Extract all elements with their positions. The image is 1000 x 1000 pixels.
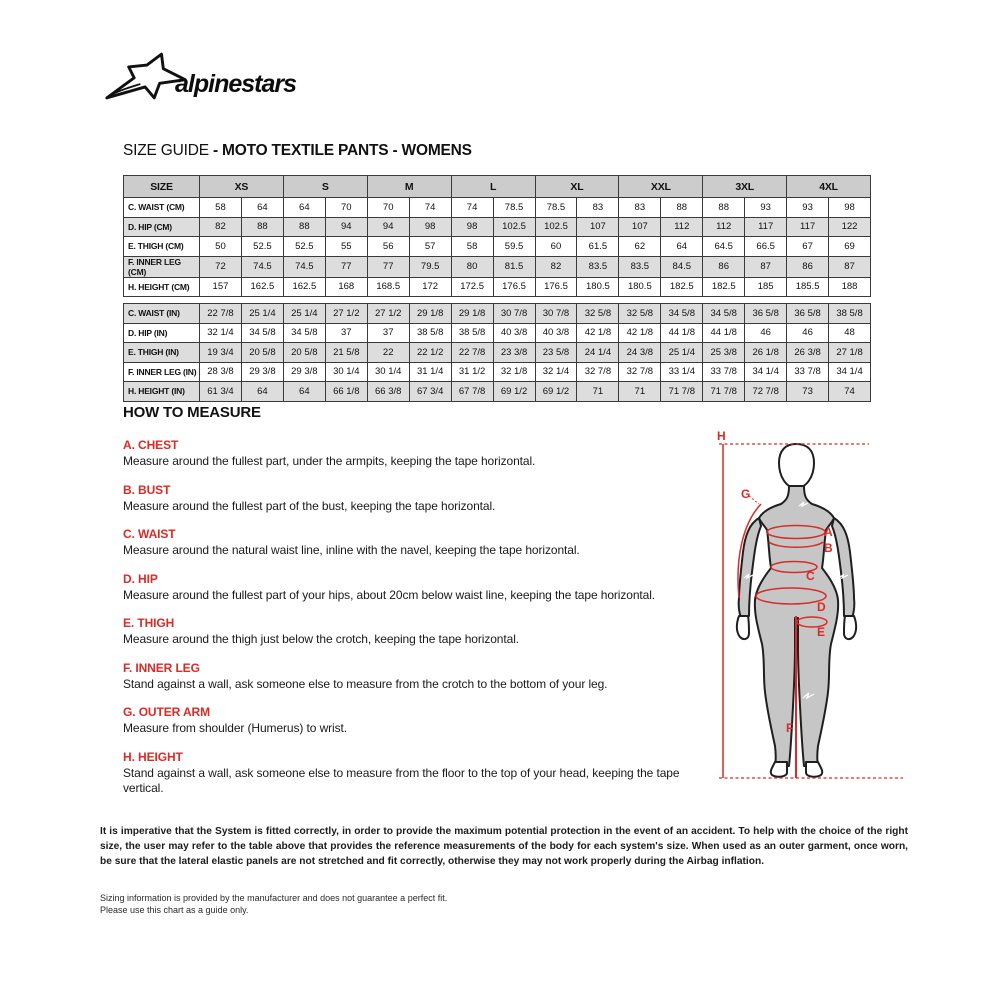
size-value-cell: 64 xyxy=(661,237,703,257)
outer-arm-connector xyxy=(749,496,759,504)
airbag-disclaimer: It is imperative that the System is fitted correctly, in order to provide the maximum potential protection in the event of an accident. To help with the choice of the right size, the user may refer to the table above that provides the reference measurements of the body for each system's size. When used as an outer garment, once worn, be sure that the lateral elastic panels are not stretched and fit correctly, otherwise they may not work properly during the Airbag inflation. xyxy=(100,826,908,867)
size-column-header: S xyxy=(283,176,367,198)
size-corner-header: SIZE xyxy=(124,176,200,198)
size-value-cell: 24 3/8 xyxy=(619,343,661,363)
size-column-header: XS xyxy=(200,176,284,198)
size-value-cell: 60 xyxy=(535,237,577,257)
table-row xyxy=(124,198,871,218)
measure-item-label: A. CHEST xyxy=(123,438,179,452)
size-value-cell: 61.5 xyxy=(577,237,619,257)
size-value-cell: 30 7/8 xyxy=(535,304,577,324)
size-value-cell: 42 1/8 xyxy=(619,323,661,343)
size-value-cell: 74 xyxy=(829,382,871,402)
size-value-cell: 64 xyxy=(283,198,325,218)
size-value-cell: 29 3/8 xyxy=(241,362,283,382)
unit-separator-row xyxy=(124,297,871,304)
sizing-footnote-line1: Sizing information is provided by the manufacturer and does not guarantee a perfect fit. xyxy=(100,893,448,903)
size-table-container xyxy=(123,175,871,402)
size-value-cell: 86 xyxy=(703,256,745,277)
size-value-cell: 87 xyxy=(745,256,787,277)
size-value-cell: 26 1/8 xyxy=(745,343,787,363)
size-value-cell: 74 xyxy=(409,198,451,218)
size-value-cell: 34 5/8 xyxy=(661,304,703,324)
size-value-cell: 30 7/8 xyxy=(493,304,535,324)
size-value-cell: 40 3/8 xyxy=(493,323,535,343)
size-value-cell: 117 xyxy=(787,217,829,237)
size-value-cell: 83 xyxy=(619,198,661,218)
size-value-cell: 64 xyxy=(241,198,283,218)
size-value-cell: 93 xyxy=(745,198,787,218)
size-value-cell: 107 xyxy=(619,217,661,237)
size-value-cell: 58 xyxy=(200,198,242,218)
size-value-cell: 44 1/8 xyxy=(661,323,703,343)
size-column-header: 4XL xyxy=(787,176,871,198)
table-row xyxy=(124,323,871,343)
size-value-cell: 26 3/8 xyxy=(787,343,829,363)
size-value-cell: 188 xyxy=(829,277,871,297)
size-value-cell: 22 7/8 xyxy=(451,343,493,363)
table-row xyxy=(124,362,871,382)
size-value-cell: 33 1/4 xyxy=(661,362,703,382)
size-value-cell: 66 1/8 xyxy=(325,382,367,402)
size-value-cell: 98 xyxy=(409,217,451,237)
size-value-cell: 36 5/8 xyxy=(745,304,787,324)
size-value-cell: 20 5/8 xyxy=(283,343,325,363)
size-value-cell: 98 xyxy=(829,198,871,218)
size-value-cell: 88 xyxy=(661,198,703,218)
size-value-cell: 64 xyxy=(241,382,283,402)
brand-logo xyxy=(105,52,296,100)
measure-item-text: Measure around the fullest part of the bust, keeping the tape horizontal. xyxy=(123,498,496,513)
table-row xyxy=(124,256,871,277)
label-d: D xyxy=(817,600,826,614)
size-value-cell: 29 1/8 xyxy=(451,304,493,324)
size-value-cell: 88 xyxy=(241,217,283,237)
measure-item-label: H. HEIGHT xyxy=(123,749,183,764)
size-value-cell: 93 xyxy=(787,198,829,218)
size-value-cell: 73 xyxy=(787,382,829,402)
size-value-cell: 22 1/2 xyxy=(409,343,451,363)
table-row xyxy=(124,382,871,402)
size-value-cell: 56 xyxy=(367,237,409,257)
size-value-cell: 32 7/8 xyxy=(619,362,661,382)
table-row xyxy=(124,304,871,324)
size-value-cell: 64 xyxy=(283,382,325,402)
size-value-cell: 34 5/8 xyxy=(283,323,325,343)
measurement-figure xyxy=(703,428,908,790)
size-value-cell: 168 xyxy=(325,277,367,297)
size-table xyxy=(123,175,871,402)
size-value-cell: 62 xyxy=(619,237,661,257)
size-value-cell: 24 1/4 xyxy=(577,343,619,363)
size-value-cell: 36 5/8 xyxy=(787,304,829,324)
size-value-cell: 25 1/4 xyxy=(661,343,703,363)
size-value-cell: 34 5/8 xyxy=(241,323,283,343)
size-value-cell: 21 5/8 xyxy=(325,343,367,363)
size-value-cell: 71 xyxy=(619,382,661,402)
measurement-row-label: D. HIP (IN) xyxy=(124,323,200,343)
size-value-cell: 168.5 xyxy=(367,277,409,297)
size-value-cell: 78.5 xyxy=(535,198,577,218)
brand-logo-text: alpinestars xyxy=(175,70,297,98)
size-value-cell: 98 xyxy=(451,217,493,237)
size-value-cell: 44 1/8 xyxy=(703,323,745,343)
label-e: E xyxy=(817,625,826,639)
measure-item xyxy=(123,750,711,796)
measure-item xyxy=(123,661,711,692)
size-value-cell: 102.5 xyxy=(535,217,577,237)
label-f: F xyxy=(786,721,794,735)
size-value-cell: 84.5 xyxy=(661,256,703,277)
measure-list xyxy=(123,438,711,796)
size-value-cell: 69 1/2 xyxy=(535,382,577,402)
table-row xyxy=(124,343,871,363)
size-value-cell: 72 xyxy=(200,256,242,277)
size-value-cell: 33 7/8 xyxy=(787,362,829,382)
size-value-cell: 19 3/4 xyxy=(200,343,242,363)
size-value-cell: 180.5 xyxy=(619,277,661,297)
measure-item xyxy=(123,527,711,558)
label-g: G xyxy=(741,487,751,501)
size-value-cell: 67 3/4 xyxy=(409,382,451,402)
size-value-cell: 61 3/4 xyxy=(200,382,242,402)
size-value-cell: 58 xyxy=(451,237,493,257)
size-value-cell: 37 xyxy=(325,323,367,343)
measure-item-label: E. THIGH xyxy=(123,616,175,630)
size-value-cell: 79.5 xyxy=(409,256,451,277)
size-value-cell: 34 5/8 xyxy=(703,304,745,324)
size-value-cell: 94 xyxy=(325,217,367,237)
measurement-row-label: E. THIGH (IN) xyxy=(124,343,200,363)
size-value-cell: 31 1/2 xyxy=(451,362,493,382)
size-value-cell: 27 1/2 xyxy=(367,304,409,324)
size-value-cell: 176.5 xyxy=(535,277,577,297)
measure-item-label: D. HIP xyxy=(123,571,158,586)
size-column-header: XXL xyxy=(619,176,703,198)
size-column-header: 3XL xyxy=(703,176,787,198)
size-value-cell: 172 xyxy=(409,277,451,297)
size-value-cell: 83.5 xyxy=(577,256,619,277)
size-value-cell: 70 xyxy=(367,198,409,218)
size-value-cell: 74 xyxy=(451,198,493,218)
size-column-header: L xyxy=(451,176,535,198)
size-value-cell: 71 xyxy=(577,382,619,402)
size-value-cell: 38 5/8 xyxy=(409,323,451,343)
size-value-cell: 32 5/8 xyxy=(619,304,661,324)
size-value-cell: 55 xyxy=(325,237,367,257)
table-row xyxy=(124,217,871,237)
size-value-cell: 23 5/8 xyxy=(535,343,577,363)
size-value-cell: 59.5 xyxy=(493,237,535,257)
size-value-cell: 86 xyxy=(787,256,829,277)
size-value-cell: 50 xyxy=(200,237,242,257)
measurement-row-label: C. WAIST (CM) xyxy=(124,198,200,218)
size-value-cell: 87 xyxy=(829,256,871,277)
size-value-cell: 185 xyxy=(745,277,787,297)
measure-item xyxy=(123,705,711,736)
size-value-cell: 74.5 xyxy=(241,256,283,277)
label-a: A xyxy=(824,525,833,539)
size-value-cell: 176.5 xyxy=(493,277,535,297)
size-value-cell: 25 1/4 xyxy=(241,304,283,324)
size-value-cell: 34 1/4 xyxy=(745,362,787,382)
size-value-cell: 157 xyxy=(200,277,242,297)
size-value-cell: 32 1/4 xyxy=(535,362,577,382)
table-row xyxy=(124,237,871,257)
measure-item-label: C. WAIST xyxy=(123,527,176,541)
measure-item-text: Measure from shoulder (Humerus) to wrist. xyxy=(123,721,347,735)
size-value-cell: 34 1/4 xyxy=(829,362,871,382)
size-value-cell: 22 7/8 xyxy=(200,304,242,324)
label-b: B xyxy=(824,541,833,555)
measurement-row-label: C. WAIST (IN) xyxy=(124,304,200,324)
size-value-cell: 23 3/8 xyxy=(493,343,535,363)
measure-item-text: Stand against a wall, ask someone else to measure from the crotch to the bottom of your leg. xyxy=(123,676,608,691)
size-value-cell: 30 1/4 xyxy=(325,362,367,382)
measure-item-text: Measure around the fullest part of your hips, about 20cm below waist line, keeping the tape horizontal. xyxy=(123,587,656,602)
measure-item-text: Measure around the thigh just below the crotch, keeping the tape horizontal. xyxy=(123,632,519,646)
size-value-cell: 162.5 xyxy=(283,277,325,297)
measure-item xyxy=(123,572,711,603)
size-value-cell: 48 xyxy=(829,323,871,343)
measurement-row-label: H. HEIGHT (IN) xyxy=(124,382,200,402)
size-value-cell: 30 1/4 xyxy=(367,362,409,382)
measure-item-text: Stand against a wall, ask someone else to measure from the floor to the top of your head, keeping the tape vertical. xyxy=(123,765,680,795)
size-value-cell: 33 7/8 xyxy=(703,362,745,382)
size-value-cell: 112 xyxy=(703,217,745,237)
measurement-row-label: D. HIP (CM) xyxy=(124,217,200,237)
page-title xyxy=(123,142,472,160)
size-value-cell: 67 xyxy=(787,237,829,257)
measure-item xyxy=(123,483,711,514)
size-value-cell: 77 xyxy=(325,256,367,277)
size-value-cell: 37 xyxy=(367,323,409,343)
size-value-cell: 70 xyxy=(325,198,367,218)
size-value-cell: 25 1/4 xyxy=(283,304,325,324)
size-value-cell: 88 xyxy=(283,217,325,237)
measurement-row-label: F. INNER LEG (CM) xyxy=(124,256,200,277)
size-value-cell: 42 1/8 xyxy=(577,323,619,343)
measure-item-label: B. BUST xyxy=(123,482,171,497)
size-column-header: M xyxy=(367,176,451,198)
how-to-measure-title: HOW TO MEASURE xyxy=(123,404,261,421)
size-value-cell: 83.5 xyxy=(619,256,661,277)
label-c: C xyxy=(806,569,815,583)
label-h: H xyxy=(717,429,726,443)
size-value-cell: 182.5 xyxy=(661,277,703,297)
size-value-cell: 83 xyxy=(577,198,619,218)
size-table-body xyxy=(124,198,871,402)
size-value-cell: 27 1/8 xyxy=(829,343,871,363)
size-value-cell: 67 7/8 xyxy=(451,382,493,402)
page-title-bold: - MOTO TEXTILE PANTS - WOMENS xyxy=(212,142,472,159)
measure-item-text: Measure around the fullest part, under the armpits, keeping the tape horizontal. xyxy=(123,454,536,468)
size-value-cell: 122 xyxy=(829,217,871,237)
size-value-cell: 28 3/8 xyxy=(200,362,242,382)
size-value-cell: 38 5/8 xyxy=(451,323,493,343)
page-title-regular: SIZE GUIDE xyxy=(123,142,213,159)
size-value-cell: 107 xyxy=(577,217,619,237)
measurement-row-label: E. THIGH (CM) xyxy=(124,237,200,257)
size-value-cell: 32 5/8 xyxy=(577,304,619,324)
measurement-row-label: F. INNER LEG (IN) xyxy=(124,362,200,382)
measure-item-text: Measure around the natural waist line, inline with the navel, keeping the tape horizontal. xyxy=(123,543,580,557)
measurement-row-label: H. HEIGHT (CM) xyxy=(124,277,200,297)
size-value-cell: 66.5 xyxy=(745,237,787,257)
size-value-cell: 172.5 xyxy=(451,277,493,297)
size-value-cell: 162.5 xyxy=(241,277,283,297)
size-value-cell: 32 1/4 xyxy=(200,323,242,343)
size-value-cell: 69 xyxy=(829,237,871,257)
size-value-cell: 71 7/8 xyxy=(661,382,703,402)
size-value-cell: 31 1/4 xyxy=(409,362,451,382)
size-value-cell: 180.5 xyxy=(577,277,619,297)
size-value-cell: 80 xyxy=(451,256,493,277)
size-value-cell: 82 xyxy=(535,256,577,277)
size-value-cell: 38 5/8 xyxy=(829,304,871,324)
size-value-cell: 182.5 xyxy=(703,277,745,297)
size-value-cell: 81.5 xyxy=(493,256,535,277)
size-value-cell: 94 xyxy=(367,217,409,237)
size-value-cell: 32 1/8 xyxy=(493,362,535,382)
size-value-cell: 32 7/8 xyxy=(577,362,619,382)
size-value-cell: 29 3/8 xyxy=(283,362,325,382)
size-value-cell: 25 3/8 xyxy=(703,343,745,363)
size-value-cell: 29 1/8 xyxy=(409,304,451,324)
size-value-cell: 57 xyxy=(409,237,451,257)
size-value-cell: 27 1/2 xyxy=(325,304,367,324)
size-value-cell: 52.5 xyxy=(241,237,283,257)
size-value-cell: 64.5 xyxy=(703,237,745,257)
size-value-cell: 66 3/8 xyxy=(367,382,409,402)
size-value-cell: 82 xyxy=(200,217,242,237)
measure-item-label: F. INNER LEG xyxy=(123,660,200,675)
measure-item xyxy=(123,438,711,469)
size-value-cell: 88 xyxy=(703,198,745,218)
size-value-cell: 78.5 xyxy=(493,198,535,218)
size-column-header: XL xyxy=(535,176,619,198)
sizing-footnote-line2: Please use this chart as a guide only. xyxy=(100,904,249,915)
size-value-cell: 71 7/8 xyxy=(703,382,745,402)
size-value-cell: 74.5 xyxy=(283,256,325,277)
measure-item xyxy=(123,616,711,647)
size-value-cell: 40 3/8 xyxy=(535,323,577,343)
size-value-cell: 46 xyxy=(787,323,829,343)
size-value-cell: 52.5 xyxy=(283,237,325,257)
size-value-cell: 117 xyxy=(745,217,787,237)
measure-item-label: G. OUTER ARM xyxy=(123,705,211,719)
size-value-cell: 69 1/2 xyxy=(493,382,535,402)
sizing-footnote xyxy=(100,893,447,916)
size-value-cell: 77 xyxy=(367,256,409,277)
size-table-header-row xyxy=(124,176,871,198)
table-row xyxy=(124,277,871,297)
size-value-cell: 20 5/8 xyxy=(241,343,283,363)
size-value-cell: 112 xyxy=(661,217,703,237)
size-value-cell: 72 7/8 xyxy=(745,382,787,402)
size-value-cell: 22 xyxy=(367,343,409,363)
size-value-cell: 185.5 xyxy=(787,277,829,297)
size-value-cell: 102.5 xyxy=(493,217,535,237)
size-value-cell: 46 xyxy=(745,323,787,343)
